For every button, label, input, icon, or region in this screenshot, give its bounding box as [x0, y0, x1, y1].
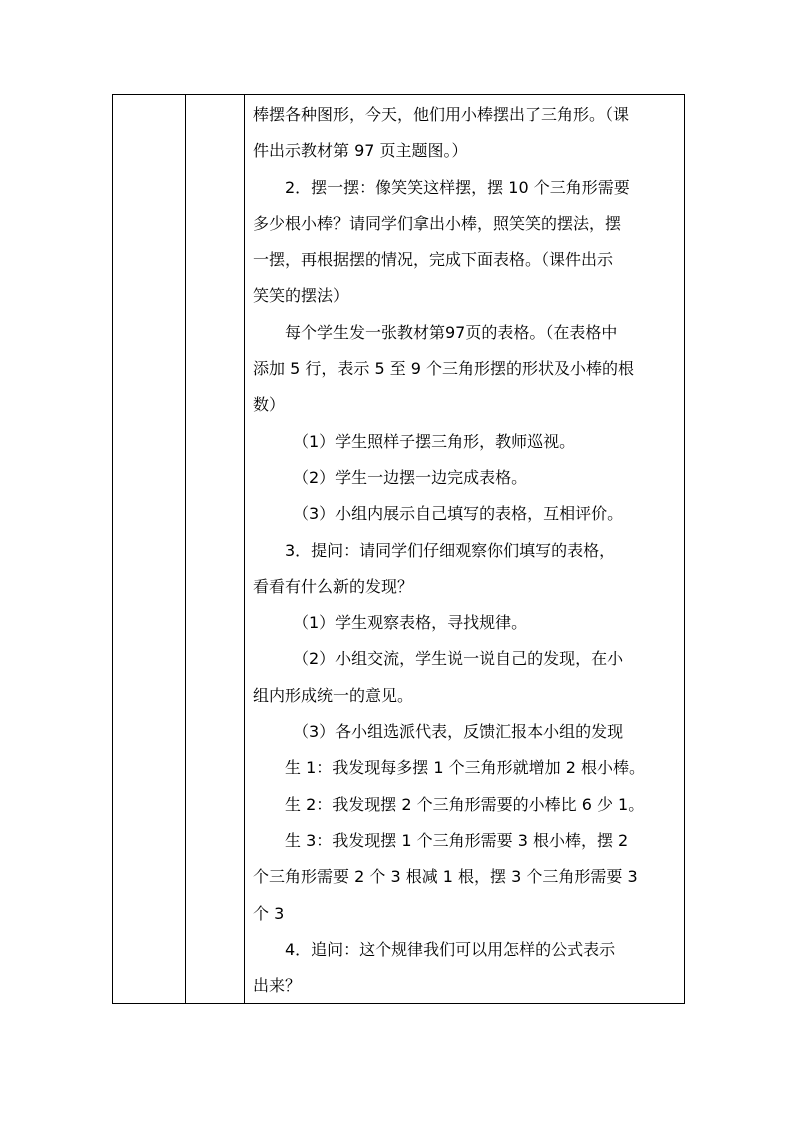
text-line: 每个学生发一张教材第97页的表格。（在表格中	[285, 322, 618, 342]
text-line: 生 3：我发现摆 1 个三角形需要 3 根小棒，摆 2	[285, 830, 629, 850]
text-line: 2．摆一摆：像笑笑这样摆，摆 10 个三角形需要	[285, 177, 630, 197]
text-line: （1）学生照样子摆三角形，教师巡视。	[293, 431, 576, 451]
text-line: （2）学生一边摆一边完成表格。	[293, 467, 528, 487]
text-line: 生 1：我发现每多摆 1 个三角形就增加 2 根小棒。	[285, 758, 645, 778]
text-line: 个三角形需要 2 个 3 根减 1 根，摆 3 个三角形需要 3	[253, 867, 638, 887]
text-line: 生 2：我发现摆 2 个三角形需要的小棒比 6 少 1。	[285, 794, 645, 814]
text-line: 4．追问：这个规律我们可以用怎样的公式表示	[285, 939, 616, 959]
text-line: （1）学生观察表格，寻找规律。	[293, 613, 528, 633]
column-divider-2	[244, 95, 245, 1003]
text-line: （2）小组交流，学生说一说自己的发现，在小	[293, 649, 624, 669]
text-line: 数）	[253, 395, 286, 415]
text-line: 看看有什么新的发现？	[253, 576, 414, 596]
text-line: 组内形成统一的意见。	[253, 685, 414, 705]
text-line: 添加 5 行，表示 5 至 9 个三角形摆的形状及小棒的根	[253, 359, 635, 379]
text-line: 一摆，再根据摆的情况，完成下面表格。（课件出示	[253, 250, 614, 270]
text-line: 多少根小棒？请同学们拿出小棒，照笑笑的摆法，摆	[253, 213, 622, 233]
lesson-table	[112, 94, 685, 1004]
text-line: 出来？	[253, 976, 302, 996]
text-line: 个 3	[253, 903, 285, 923]
text-line: 件出示教材第 97 页主题图。）	[253, 141, 468, 161]
text-line: 笑笑的摆法）	[253, 286, 350, 306]
text-line: （3）小组内展示自己填写的表格，互相评价。	[293, 504, 624, 524]
text-line: （3）各小组选派代表，反馈汇报本小组的发现	[293, 722, 624, 742]
lesson-content-cell	[246, 95, 682, 1004]
text-line: 3．提问：请同学们仔细观察你们填写的表格，	[285, 540, 616, 560]
column-divider-1	[185, 95, 186, 1003]
text-line: 棒摆各种图形，今天，他们用小棒摆出了三角形。（课	[253, 105, 630, 124]
